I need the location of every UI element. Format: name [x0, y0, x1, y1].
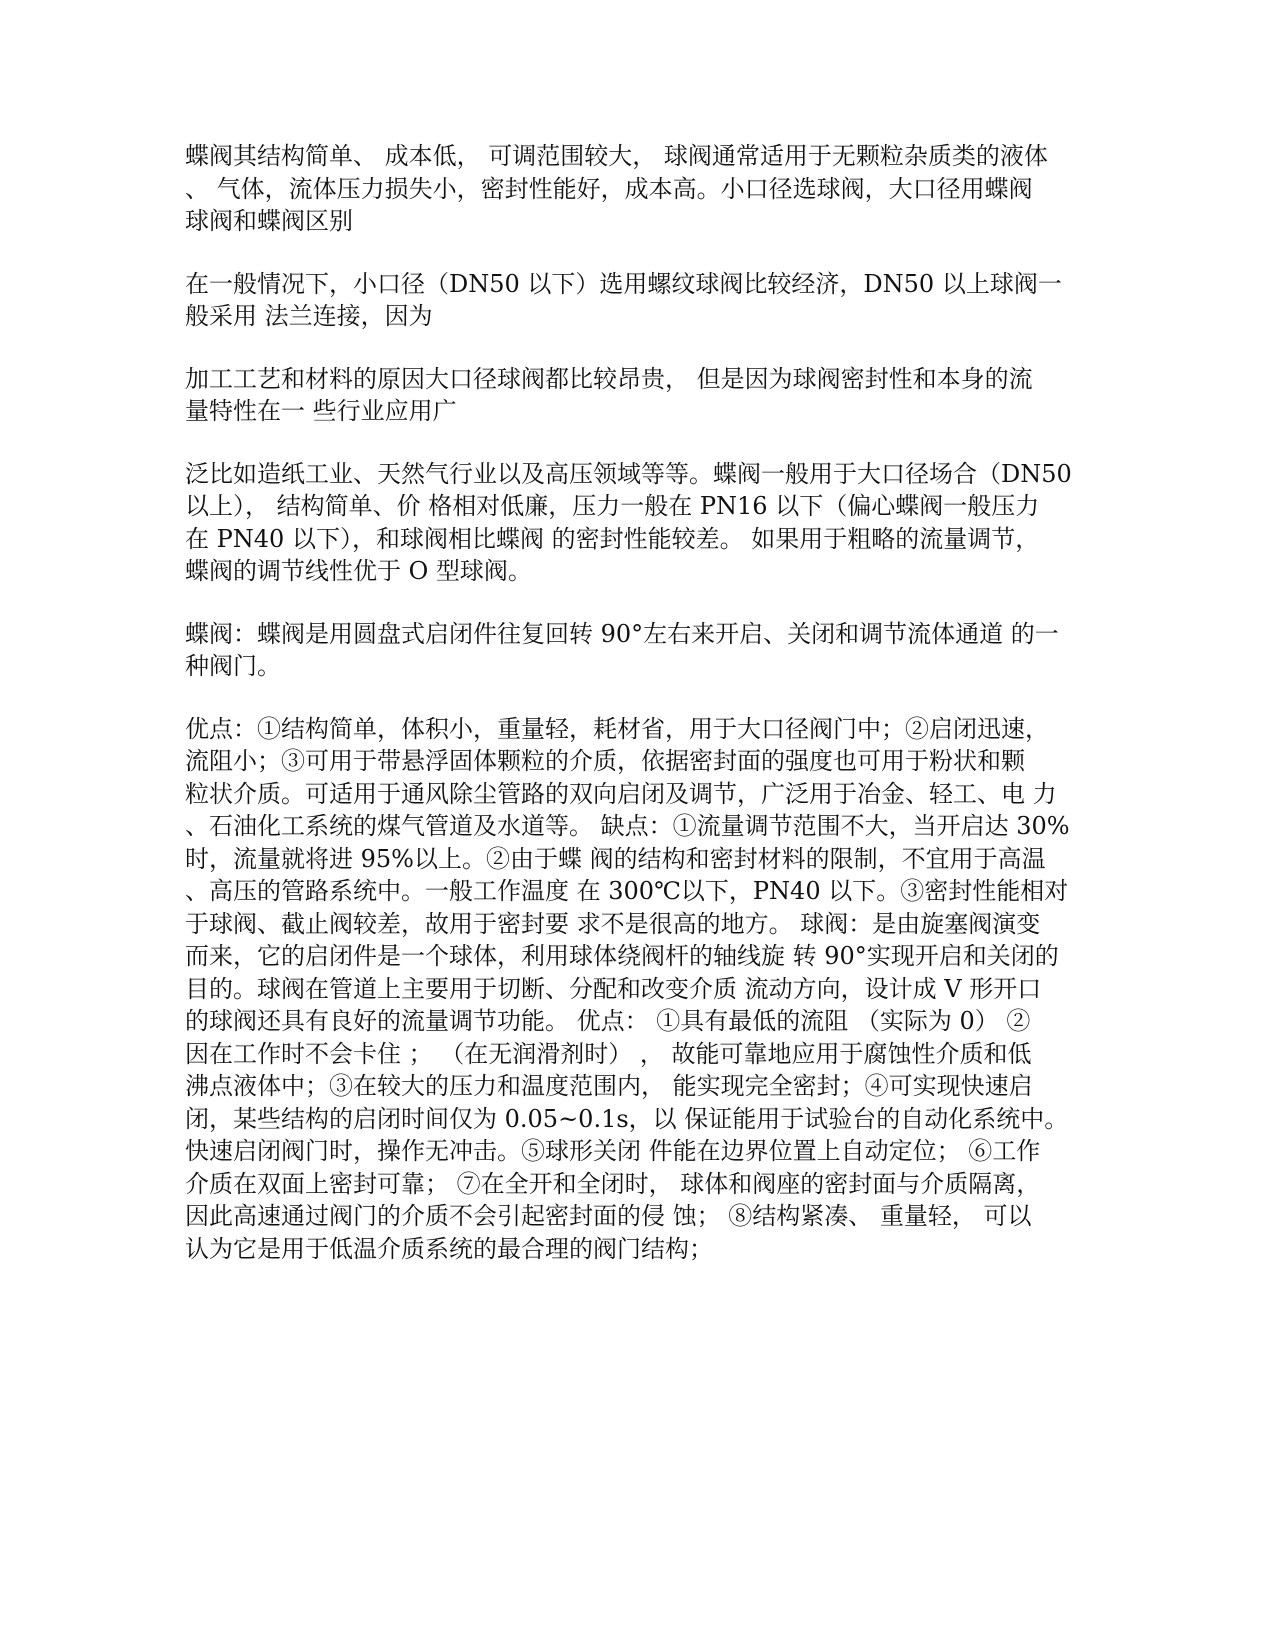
text-line: 泛比如造纸工业、天然气行业以及高压领域等等。蝶阀一般用于大口径场合（DN50	[185, 459, 1072, 488]
paragraph-5	[185, 618, 1095, 683]
text-line: 、 气体，流体压力损失小，密封性能好，成本高。小口径选球阀，大口径用蝶阀	[185, 174, 1033, 203]
text-line: 量特性在一 些行业应用广	[185, 397, 457, 425]
text-line: 流阻小；③可用于带悬浮固体颗粒的介质，依据密封面的强度也可用于粉状和颗	[185, 747, 1025, 775]
paragraph-1	[185, 140, 1095, 238]
text-line: 的球阀还具有良好的流量调节功能。 优点： ①具有最低的流阻 （实际为 0） ②	[185, 1007, 1031, 1035]
text-line: 优点：①结构简单，体积小，重量轻，耗材省，用于大口径阀门中；②启闭迅速，	[185, 714, 1049, 743]
document-body	[185, 140, 1095, 1295]
paragraph-2	[185, 268, 1095, 333]
text-line: 蝶阀：蝶阀是用圆盘式启闭件往复回转 90°左右来开启、关闭和调节流体通道 的一	[185, 619, 1059, 648]
text-line: 认为它是用于低温介质系统的最合理的阀门结构；	[185, 1234, 713, 1263]
text-line: 时，流量就将进 95%以上。②由于蝶 阀的结构和密封材料的限制，不宜用于高温	[185, 844, 1046, 873]
text-line: 于球阀、截止阀较差，故用于密封要 求不是很高的地方。 球阀：是由旋塞阀演变	[185, 909, 1041, 938]
text-line: 介质在双面上密封可靠； ⑦在全开和全闭时， 球体和阀座的密封面与介质隔离，	[185, 1169, 1041, 1198]
text-line: 在一般情况下，小口径（DN50 以下）选用螺纹球阀比较经济，DN50 以上球阀一	[185, 269, 1062, 298]
text-line: 蝶阀其结构简单、 成本低， 可调范围较大， 球阀通常适用于无颗粒杂质类的液体	[185, 142, 1048, 170]
text-line: 球阀和蝶阀区别	[185, 207, 353, 235]
text-line: 加工工艺和材料的原因大口径球阀都比较昂贵， 但是因为球阀密封性和本身的流	[185, 364, 1033, 393]
paragraph-6	[185, 713, 1095, 1266]
paragraph-4	[185, 458, 1095, 588]
text-line: 种阀门。	[185, 652, 281, 680]
text-line: 、高压的管路系统中。一般工作温度 在 300℃以下，PN40 以下。③密封性能相对	[185, 877, 1069, 905]
text-line: 蝶阀的调节线性优于 O 型球阀。	[185, 557, 532, 585]
text-line: 闭，某些结构的启闭时间仅为 0.05~0.1s，以 保证能用于试验台的自动化系统中。	[185, 1104, 1069, 1133]
text-line: 以上）， 结构简单、价 格相对低廉，压力一般在 PN16 以下（偏心蝶阀一般压力	[185, 492, 1040, 520]
text-line: 、石油化工系统的煤气管道及水道等。 缺点：①流量调节范围不大，当开启达 30%	[185, 812, 1070, 840]
text-line: 在 PN40 以下），和球阀相比蝶阀 的密封性能较差。 如果用于粗略的流量调节，	[185, 524, 1040, 553]
paragraph-3	[185, 363, 1095, 428]
text-line: 沸点液体中；③在较大的压力和温度范围内， 能实现完全密封；④可实现快速启	[185, 1072, 1033, 1100]
text-line: 目的。球阀在管道上主要用于切断、分配和改变介质 流动方向，设计成 V 形开口	[185, 974, 1042, 1003]
text-line: 因在工作时不会卡住 ； （在无润滑剂时） ， 故能可靠地应用于腐蚀性介质和低	[185, 1039, 1032, 1068]
text-line: 快速启闭阀门时，操作无冲击。⑤球形关闭 件能在边界位置上自动定位； ⑥工作	[185, 1137, 1041, 1165]
text-line: 粒状介质。可适用于通风除尘管路的双向启闭及调节，广泛用于冶金、轻工、电 力	[185, 779, 1057, 808]
text-line: 般采用 法兰连接，因为	[185, 302, 433, 330]
text-line: 而来，它的启闭件是一个球体，利用球体绕阀杆的轴线旋 转 90°实现开启和关闭的	[185, 942, 1059, 970]
text-line: 因此高速通过阀门的介质不会引起密封面的侵 蚀； ⑧结构紧凑、 重量轻， 可以	[185, 1202, 1032, 1230]
